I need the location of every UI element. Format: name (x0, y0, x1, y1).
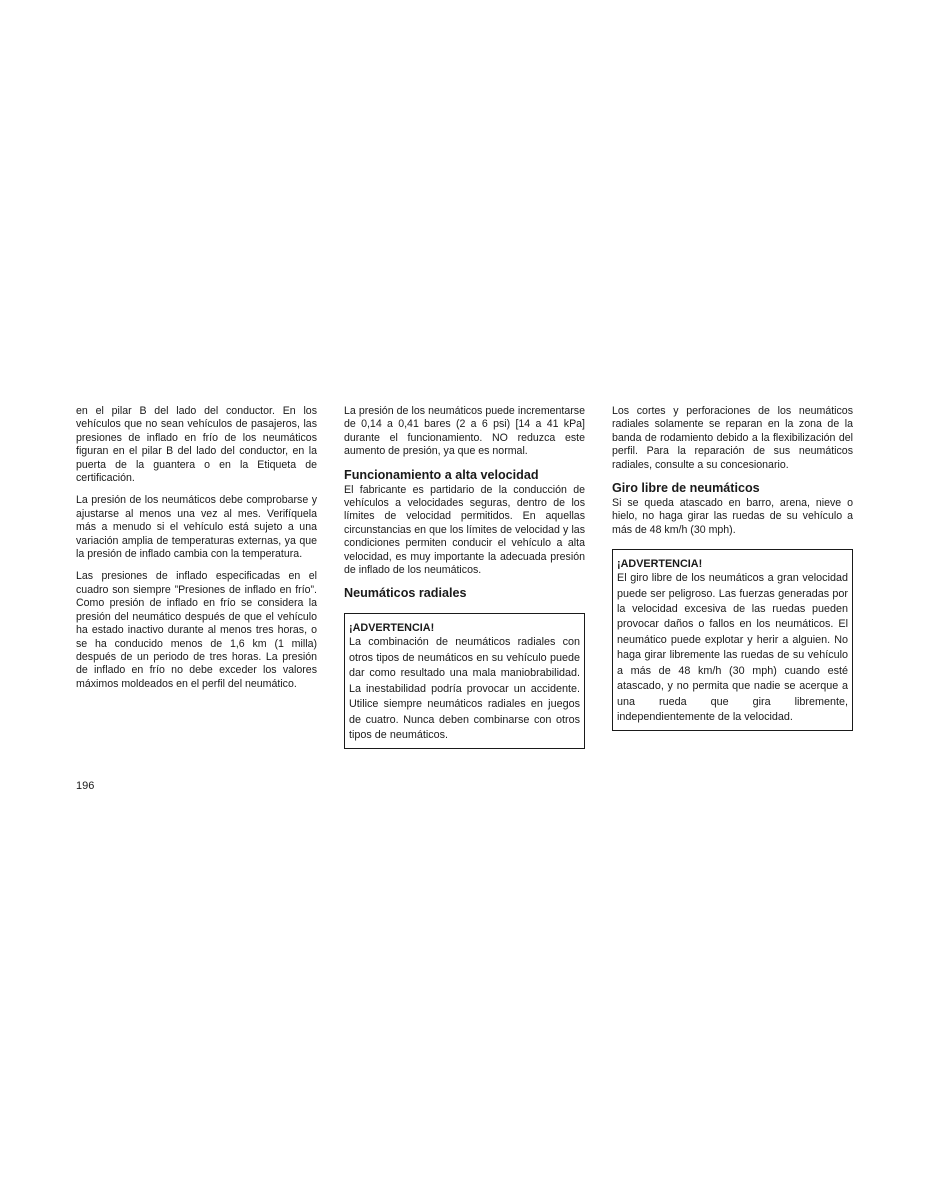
column-1 (76, 405, 317, 700)
body-paragraph: Las presiones de inflado especificadas en el cuadro son siempre ”Presiones de inflado en frío”. Como presión de inflado en frío se considera la presión del neumático después de que el vehículo ha estado inactivo durante al menos tres horas, o se ha conducido menos de 1,6 km (1 milla) después de un periodo de tres horas. La presión de inflado en frío no debe exceder los valores máximos moldeados en el perfil del neumático. (76, 570, 317, 690)
column-3 (612, 405, 853, 731)
body-paragraph: El fabricante es partidario de la conducción de vehículos a velocidades seguras, dentro de los límites de velocidad permitidos. En aquellas circunstancias en que los límites de velocidad y las condiciones permiten conducir el vehículo a alta velocidad, es muy importante la adecuada presión de inflado de los neumáticos. (344, 483, 585, 577)
section-heading-radial-tires: Neumáticos radiales (344, 586, 467, 601)
page-number: 196 (76, 780, 95, 792)
section-heading-high-speed: Funcionamiento a alta velocidad (344, 467, 539, 482)
warning-text: El giro libre de los neumáticos a gran velocidad puede ser peligroso. Las fuerzas generadas por la velocidad excesiva de las ruedas pueden provocar daños o fallos en los neumáticos. El neumático puede explotar y herir a alguien. No haga girar libremente las ruedas de su vehículo a más de 48 km/h (30 mph) cuando esté atascado, y no permita que nadie se acerque a una rueda que gira libremente, independientemente de la velocidad. (617, 572, 848, 723)
column-2 (344, 405, 585, 749)
body-paragraph: Los cortes y perforaciones de los neumáticos radiales solamente se reparan en la zona de la banda de rodamiento debido a la flexibilización del perfil. Para la reparación de sus neumáticos radiales, consulte a su concesionario. (612, 405, 853, 471)
section-heading-tire-spinning: Giro libre de neumáticos (612, 481, 760, 496)
warning-title: ¡ADVERTENCIA! (617, 558, 703, 571)
warning-text: La combinación de neumáticos radiales con otros tipos de neumáticos en su vehículo puede dar como resultado una mala maniobrabilidad. La inestabilidad podría provocar un accidente. Utilice siempre neumáticos radiales en juegos de cuatro. Nunca deben combinarse con otros tipos de neumáticos. (349, 636, 580, 741)
warning-title: ¡ADVERTENCIA! (349, 622, 435, 635)
warning-box (344, 613, 585, 749)
body-paragraph: Si se queda atascado en barro, arena, nieve o hielo, no haga girar las ruedas de su vehículo a más de 48 km/h (30 mph). (612, 497, 853, 536)
body-paragraph: La presión de los neumáticos puede incrementarse de 0,14 a 0,41 bares (2 a 6 psi) [14 a 41 kPa] durante el funcionamiento. NO reduzca este aumento de presión, ya que es normal. (344, 405, 585, 458)
warning-box (612, 549, 853, 731)
body-paragraph: en el pilar B del lado del conductor. En los vehículos que no sean vehículos de pasajeros, las presiones de inflado en frío de los neumáticos figuran en el pilar B del lado del conductor, en la puerta de la guantera o en la Etiqueta de certificación. (76, 405, 317, 485)
body-paragraph: La presión de los neumáticos debe comprobarse y ajustarse al menos una vez al mes. Verifíquela más a menudo si el vehículo está sujeto a una variación amplia de temperaturas externas, ya que la presión de inflado cambia con la temperatura. (76, 494, 317, 561)
